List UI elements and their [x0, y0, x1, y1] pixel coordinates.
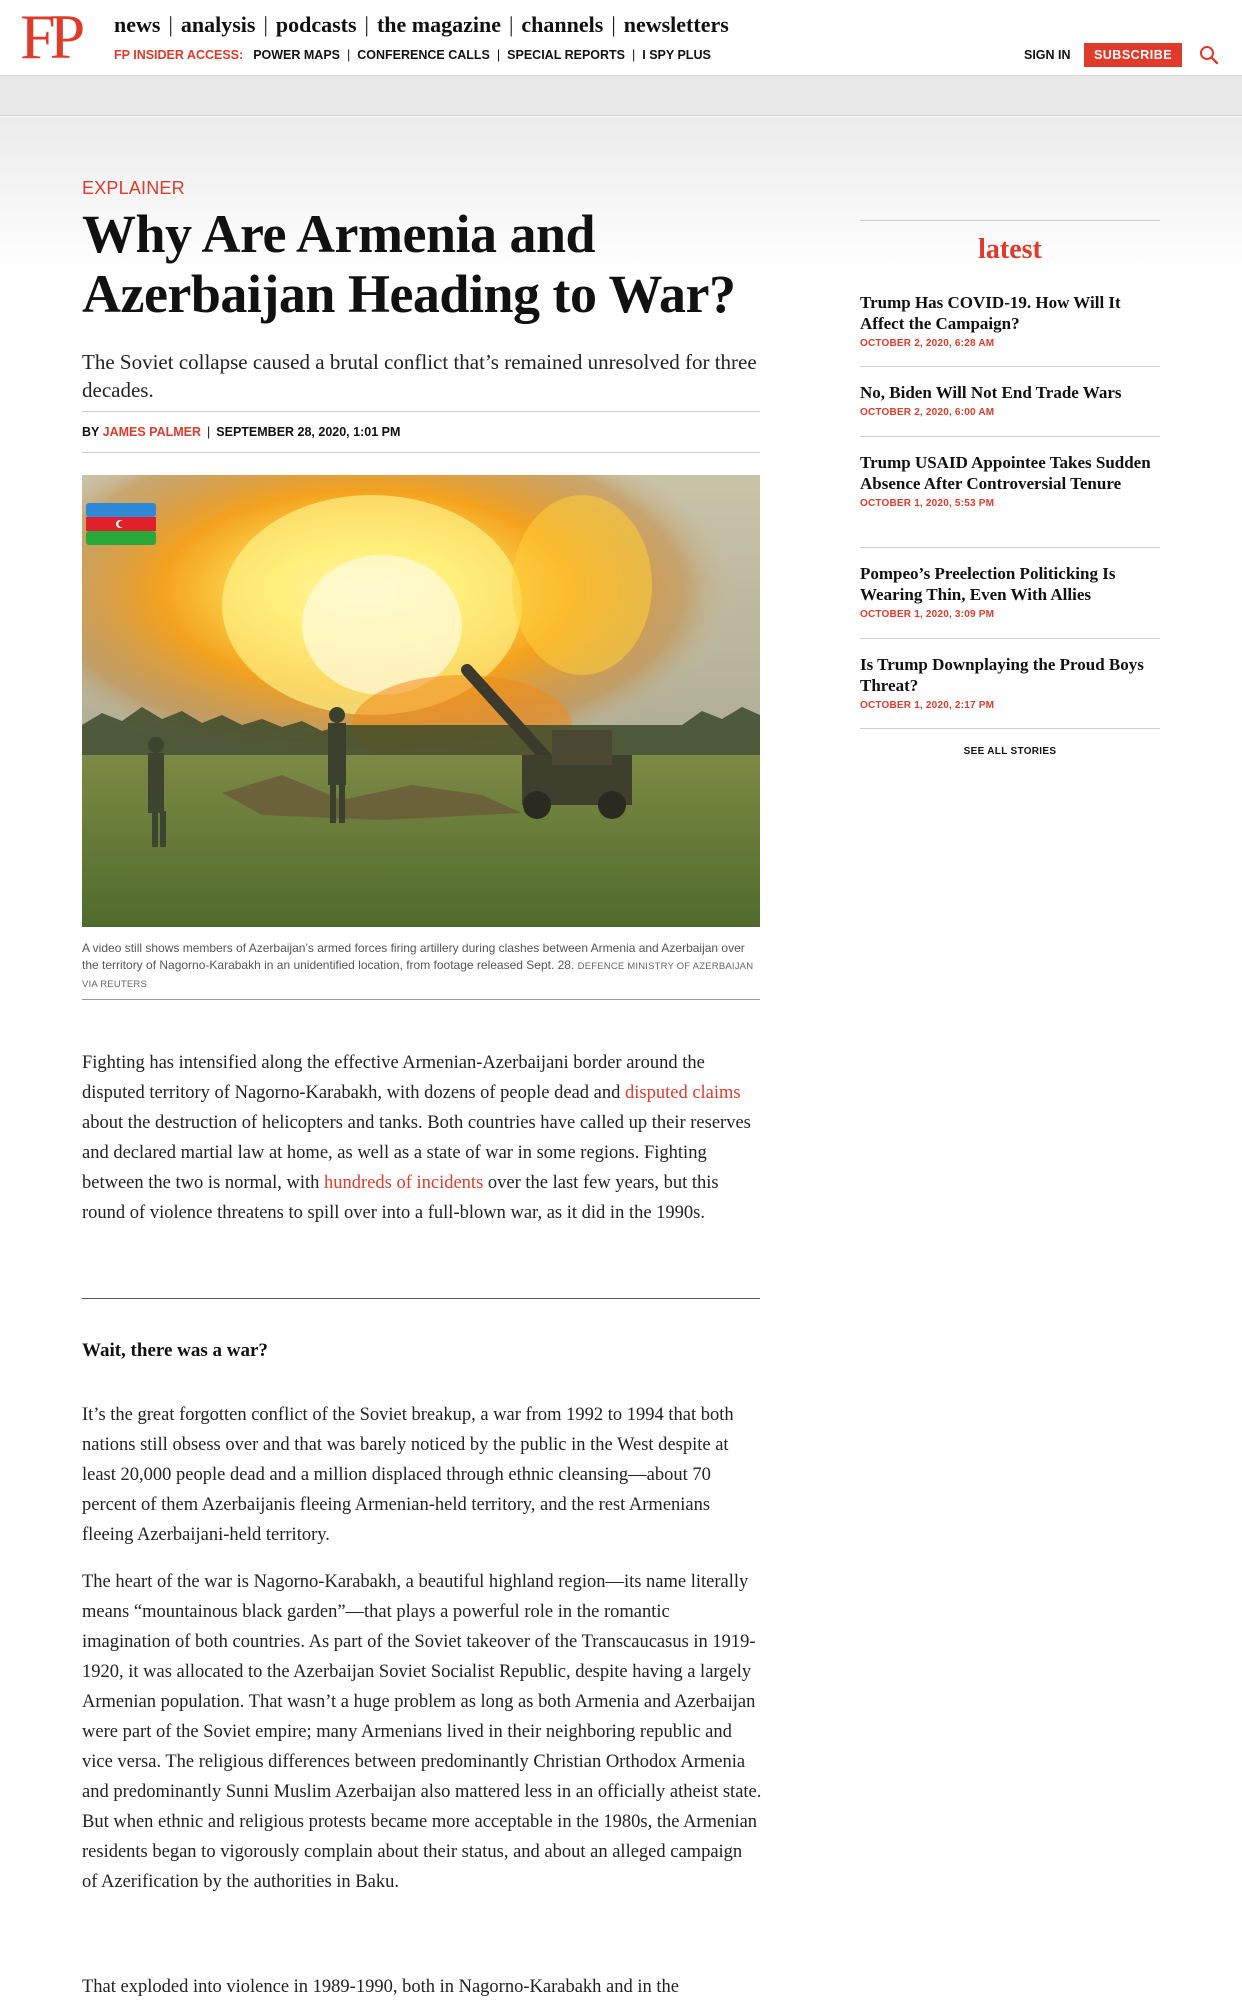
- story-title[interactable]: No, Biden Will Not End Trade Wars: [860, 383, 1122, 402]
- story-date: OCTOBER 1, 2020, 3:09 PM: [860, 609, 995, 620]
- insider-access-label: FP INSIDER ACCESS:: [114, 48, 244, 62]
- article-paragraph: That exploded into violence in 1989-1990, both in Nagorno-Karabakh and in the: [82, 1977, 679, 1997]
- latest-story[interactable]: [860, 452, 1160, 509]
- paragraph-text: about the destruction of helicopters and tanks. Both countries have called up their reserves and declared martial law at home, as well as a state of war in some regions. Fighting between the two is normal, with: [82, 1113, 751, 1193]
- section-divider: [82, 1298, 760, 1299]
- story-title[interactable]: Pompeo’s Preelection Politicking Is Wearing Thin, Even With Allies: [860, 564, 1116, 604]
- subnav-separator: |: [347, 48, 351, 62]
- main-nav: [114, 12, 729, 38]
- search-icon[interactable]: [1198, 44, 1220, 66]
- article-paragraph: [82, 1048, 762, 1228]
- latest-story[interactable]: [860, 563, 1160, 620]
- nav-news[interactable]: news: [114, 12, 161, 37]
- subnav-i-spy-plus[interactable]: I SPY PLUS: [642, 48, 711, 62]
- story-title[interactable]: Trump USAID Appointee Takes Sudden Absence After Controversial Tenure: [860, 453, 1151, 493]
- byline: [82, 425, 400, 439]
- see-all-stories-link[interactable]: SEE ALL STORIES: [963, 746, 1057, 757]
- nav-separator: |: [508, 12, 514, 37]
- sign-in-link[interactable]: SIGN IN: [1024, 48, 1071, 62]
- story-date: OCTOBER 1, 2020, 5:53 PM: [860, 498, 995, 509]
- paragraph-text: over the last few years, but this round of violence threatens to spill over into a full-blown war, as it did in the 1990s.: [82, 1173, 719, 1223]
- subnav-special-reports[interactable]: SPECIAL REPORTS: [507, 48, 626, 62]
- section-heading: Wait, there was a war?: [82, 1340, 268, 1361]
- byline-bottom-rule: [82, 452, 760, 453]
- caption-rule: [82, 999, 760, 1000]
- story-title[interactable]: Trump Has COVID-19. How Will It Affect the Campaign?: [860, 293, 1121, 333]
- subscribe-button[interactable]: SUBSCRIBE: [1084, 43, 1182, 67]
- article-paragraph: The heart of the war is Nagorno-Karabakh, a beautiful highland region—its name literally means “mountainous black garden”—that plays a powerful role in the romantic imagination of both countries. As part of the Soviet takeover of the Transcaucasus in 1919-1920, it was allocated to the Azerbaijan Soviet Socialist Republic, despite having a largely Armenian population. That wasn’t a huge problem as long as both Armenia and Azerbaijan were part of the Soviet empire; many Armenians lived in their neighboring republic and vice versa. The religious differences between predominantly Christian Orthodox Armenia and predominantly Sunni Muslim Azerbaijan also mattered less in an officially atheist state. But when ethnic and religious protests became more acceptable in the 1980s, the Armenian residents began to vigorously complain about their status, and about an alleged campaign of Azerification by the authorities in Baku.: [82, 1572, 762, 1892]
- image-credit: DEFENCE MINISTRY OF AZERBAIJAN VIA REUTERS: [82, 961, 754, 990]
- nav-analysis[interactable]: analysis: [180, 12, 256, 37]
- article-headline: Why Are Armenia and Azerbaijan Heading to War?: [82, 204, 736, 324]
- story-divider: [860, 638, 1160, 639]
- subnav-power-maps[interactable]: POWER MAPS: [253, 48, 340, 62]
- subnav-conference-calls[interactable]: CONFERENCE CALLS: [357, 48, 490, 62]
- insider-access-nav: [114, 48, 711, 62]
- caption-text: A video still shows members of Azerbaijan’s armed forces firing artillery during clashes between Armenia and Azerbaijan over the territory of Nagorno-Karabakh in an unidentified location, from footage released Sept. 28.: [82, 941, 745, 972]
- article-kicker[interactable]: EXPLAINER: [82, 178, 185, 198]
- hundreds-of-incidents-link[interactable]: hundreds of incidents: [324, 1173, 484, 1193]
- story-date: OCTOBER 2, 2020, 6:28 AM: [860, 338, 995, 349]
- nav-separator: |: [263, 12, 268, 37]
- latest-story[interactable]: [860, 292, 1160, 349]
- story-date: OCTOBER 2, 2020, 6:00 AM: [860, 407, 995, 418]
- azerbaijan-flag-icon: [86, 503, 156, 545]
- byline-prefix: BY: [82, 425, 100, 439]
- nav-separator: |: [611, 12, 616, 37]
- nav-newsletters[interactable]: newsletters: [623, 12, 729, 37]
- byline-separator: |: [207, 425, 211, 439]
- story-divider: [860, 728, 1160, 729]
- article-lead-image: [82, 475, 760, 927]
- story-date: OCTOBER 1, 2020, 2:17 PM: [860, 700, 995, 711]
- latest-heading: latest: [978, 234, 1042, 265]
- story-divider: [860, 436, 1160, 437]
- subnav-separator: |: [632, 48, 636, 62]
- fp-logo[interactable]: FP: [20, 1, 80, 72]
- publish-date: SEPTEMBER 28, 2020, 1:01 PM: [216, 425, 401, 439]
- nav-separator: |: [168, 12, 173, 37]
- nav-the-magazine[interactable]: the magazine: [376, 12, 501, 37]
- article-paragraph: It’s the great forgotten conflict of the Soviet breakup, a war from 1992 to 1994 that both nations still obsess over and that was barely noticed by the public in the West despite at least 20,000 people dead and a million displaced through ethnic cleansing—about 70 percent of them Azerbaijanis fleeing Armenian-held territory, and the rest Armenians fleeing Azerbaijani-held territory.: [82, 1405, 734, 1545]
- author-link[interactable]: JAMES PALMER: [102, 425, 202, 439]
- nav-podcasts[interactable]: podcasts: [275, 12, 357, 37]
- image-caption: [82, 940, 760, 993]
- disputed-claims-link[interactable]: disputed claims: [625, 1083, 741, 1103]
- site-header: [0, 0, 1242, 76]
- latest-story[interactable]: [860, 654, 1160, 711]
- nav-channels[interactable]: channels: [521, 12, 604, 37]
- nav-separator: |: [364, 12, 369, 37]
- latest-story[interactable]: [860, 382, 1160, 418]
- sidebar-top-rule: [860, 220, 1160, 221]
- byline-top-rule: [82, 411, 760, 412]
- story-divider: [860, 366, 1160, 367]
- story-divider: [860, 547, 1160, 548]
- subnav-separator: |: [496, 48, 501, 62]
- story-title[interactable]: Is Trump Downplaying the Proud Boys Threat?: [860, 655, 1144, 695]
- article-dek: The Soviet collapse caused a brutal conflict that’s remained unresolved for three decades.: [82, 350, 757, 402]
- ad-band: [0, 76, 1242, 116]
- paragraph-text: Fighting has intensified along the effective Armenian-Azerbaijani border around the disputed territory of Nagorno-Karabakh, with dozens of people dead and: [82, 1053, 705, 1103]
